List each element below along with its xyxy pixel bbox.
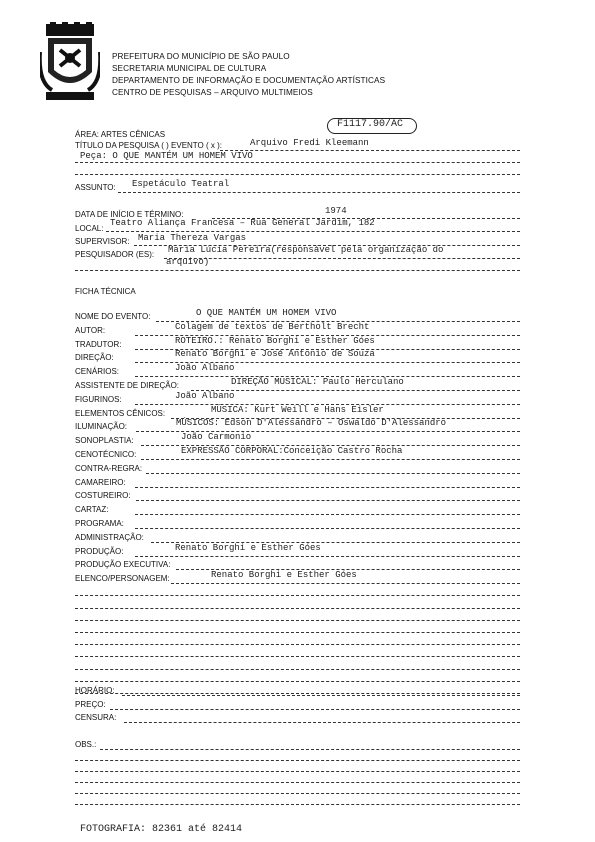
pesquisador-label: PESQUISADOR (ES): — [75, 250, 155, 259]
assunto-value: Espetáculo Teatral — [132, 179, 230, 189]
field-value: O QUE MANTÉM UM HOMEM VIVO — [196, 308, 337, 318]
field-underline — [136, 500, 520, 501]
field-underline — [191, 390, 520, 391]
field-label: CAMAREIRO: — [75, 477, 126, 487]
censura-label: CENSURA: — [75, 713, 117, 722]
field-label: ADMINISTRAÇÃO: — [75, 532, 144, 542]
field-label: PRODUÇÃO EXECUTIVA: — [75, 560, 171, 570]
elenco-blank-line — [75, 656, 520, 657]
field-label: CENÁRIOS: — [75, 367, 120, 377]
header-line-departamento: DEPARTAMENTO DE INFORMAÇÃO E DOCUMENTAÇÃO ARTÍSTICAS — [112, 76, 386, 85]
local-value: Teatro Aliança Francesa – Rua General Jardim, 182 — [110, 218, 375, 228]
header-line-secretaria: SECRETARIA MUNICIPAL DE CULTURA — [112, 64, 267, 73]
elenco-blank-line — [75, 608, 520, 609]
supervisor-value: Maria Thereza Vargas — [138, 233, 247, 243]
local-label: LOCAL: — [75, 224, 104, 233]
field-label: CONTRA-REGRA: — [75, 463, 143, 473]
field-value: Renato Borghi e José Antonio de Souza — [175, 349, 375, 360]
field-underline — [135, 528, 520, 529]
elenco-blank-line — [75, 632, 520, 633]
field-underline — [135, 487, 520, 488]
field-value: EXPRESSÃO CORPORAL:Conceição Castro Rocha — [181, 446, 403, 456]
header-line-prefeitura: PREFEITURA DO MUNICÍPIO DE SÃO PAULO — [112, 52, 290, 61]
footer-fotografia: FOTOGRAFIA: 82361 até 82414 — [80, 824, 243, 835]
field-label: ELEMENTOS CÊNICOS: — [75, 408, 166, 418]
field-label: COSTUREIRO: — [75, 491, 131, 501]
elenco-blank-line — [75, 644, 520, 645]
field-value: ROTEIRO.: Renato Borghi e Esther Góes — [175, 335, 375, 346]
field-label: ELENCO/PERSONAGEM: — [75, 574, 170, 584]
assunto-label: ASSUNTO: — [75, 183, 116, 192]
header-line-centro: CENTRO DE PESQUISAS – ARQUIVO MULTIMEIOS — [112, 88, 313, 97]
elenco-blank-line — [75, 693, 520, 694]
pesquisador-value-line2: arquivo) — [166, 257, 210, 267]
field-value: João Carmonio — [181, 432, 252, 443]
field-underline — [135, 556, 520, 557]
field-label: NOME DO EVENTO: — [75, 312, 151, 321]
elenco-blank-line — [75, 595, 520, 596]
elenco-blank-line — [75, 681, 520, 682]
field-label: FIGURINOS: — [75, 394, 122, 404]
field-value: Colagem de textos de Bertholt Brecht — [175, 321, 370, 332]
field-label: ASSISTENTE DE DIREÇÃO: — [75, 381, 180, 390]
field-label: PRODUÇÃO: — [75, 546, 124, 556]
titulo-value-line2: Peça: O QUE MANTÉM UM HOMEM VIVO — [80, 151, 253, 161]
area-label: ÁREA: ARTES CÊNICAS — [75, 130, 166, 139]
elenco-blank-line — [75, 620, 520, 621]
horario-label: HORÁRIO: — [75, 686, 115, 695]
preco-label: PREÇO: — [75, 700, 106, 709]
catalog-number: F1117.90/AC — [337, 119, 404, 130]
field-value: João Albano — [175, 363, 235, 374]
field-label: CENOTÉCNICO: — [75, 450, 137, 459]
obs-label: OBS.: — [75, 740, 97, 749]
elenco-blank-line — [75, 669, 520, 670]
field-value: MÚSICOS: Edson D'Alessandro – Oswaldo D'Alessandro — [176, 418, 447, 429]
ficha-tecnica-title: FICHA TÉCNICA — [75, 287, 136, 296]
field-value: Renato Borghi e Esther Góes — [211, 570, 357, 581]
field-label: SONOPLASTIA: — [75, 436, 134, 446]
field-label: CARTAZ: — [75, 505, 109, 515]
field-label: ILUMINAÇÃO: — [75, 422, 128, 432]
field-value: MÚSICA: Kurt Weill e Hans Eisler — [211, 404, 384, 415]
pesquisador-value: Maria Lúcia Pereira(responsável pela organização do — [168, 245, 444, 255]
supervisor-label: SUPERVISOR: — [75, 237, 130, 246]
titulo-value: Arquivo Fredi Kleemann — [250, 138, 369, 148]
field-value: João Albano — [175, 390, 235, 401]
field-label: PROGRAMA: — [75, 519, 124, 528]
field-value: DIREÇÃO MUSICAL: Paulo Herculano — [231, 377, 404, 387]
titulo-label: TÍTULO DA PESQUISA ( ) EVENTO ( x ): — [75, 141, 222, 150]
data-value: 1974 — [325, 206, 347, 216]
data-label: DATA DE INÍCIO E TÉRMINO: — [75, 210, 184, 219]
city-crest-logo — [40, 22, 100, 106]
field-value: Renato Borghi e Esther Góes — [175, 542, 321, 553]
field-underline — [146, 473, 520, 474]
field-label: DIREÇÃO: — [75, 353, 114, 363]
field-underline — [141, 459, 520, 460]
field-underline — [171, 583, 520, 584]
field-label: AUTOR: — [75, 325, 106, 335]
field-label: TRADUTOR: — [75, 339, 122, 349]
field-underline — [135, 514, 520, 515]
